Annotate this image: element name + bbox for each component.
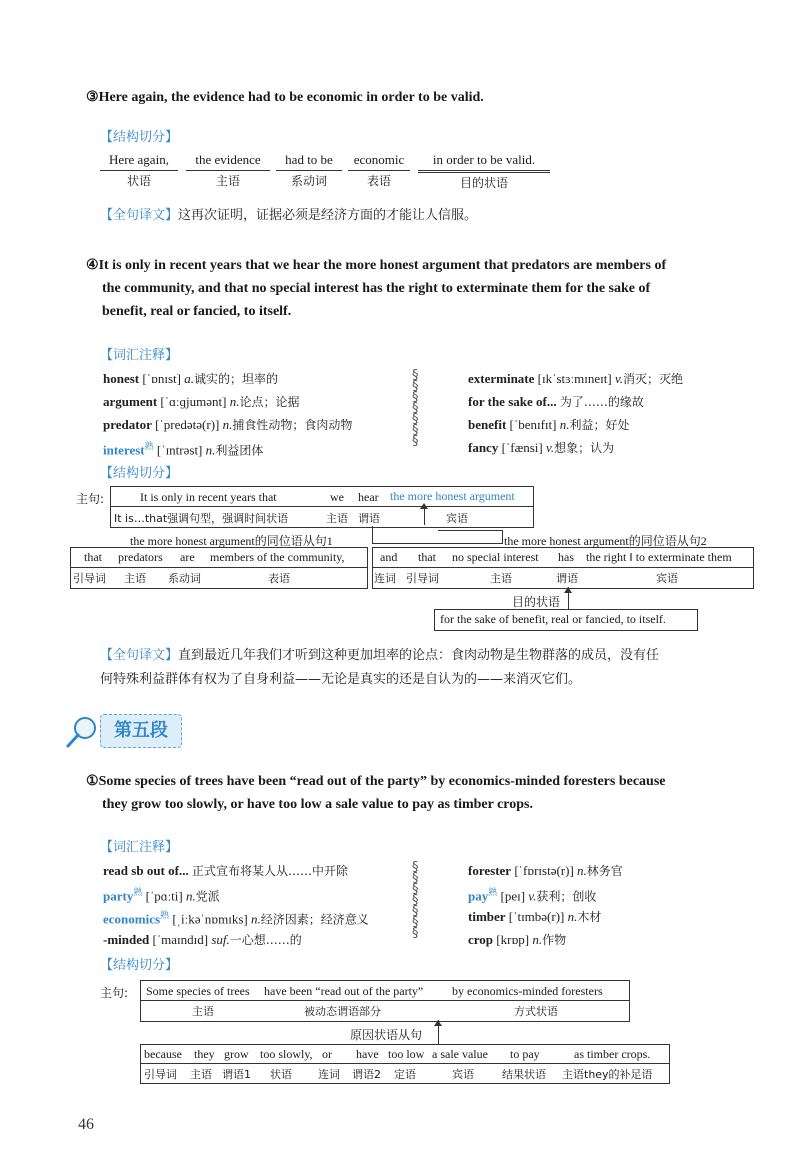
reason-cell: too low <box>388 1047 425 1061</box>
clause2-role: 连词 <box>374 572 396 585</box>
reason-cell: because <box>144 1047 182 1061</box>
clause2-role: 宾语 <box>656 572 678 585</box>
clause1-cell: are <box>180 550 195 564</box>
reason-cell: to pay <box>510 1047 540 1061</box>
clause1-cell: predators <box>118 550 163 564</box>
familiar-mark-icon: 熟 <box>488 887 498 897</box>
magnifier-icon <box>64 714 100 750</box>
vocab-label: 【词汇注释】 <box>100 840 179 855</box>
reason-role: 宾语 <box>452 1068 474 1081</box>
sentence-number: ④ <box>86 258 99 273</box>
main-cell: Some species of trees <box>146 984 250 998</box>
clause2-cell: that <box>418 550 436 564</box>
reason-label: 原因状语从句 <box>350 1028 423 1042</box>
vocab-item: argument [ˈɑːɡjumənt] n.论点；论据 <box>103 394 300 409</box>
clause2-role: 引导词 <box>406 572 439 585</box>
reason-cell: as timber crops. <box>574 1047 651 1061</box>
reason-cell: they <box>194 1047 215 1061</box>
segment: economic 表语 <box>348 152 410 189</box>
clause1-cell: that <box>84 550 102 564</box>
main-role: 主语 <box>326 512 348 525</box>
segment: had to be 系动词 <box>276 152 342 189</box>
main-role: 谓语 <box>358 512 380 525</box>
clause1-cell: members of the community, <box>210 550 345 564</box>
clause2-role: 主语 <box>490 572 512 585</box>
sentence-5-1: ①Some species of trees have been “read out of the party” by economics-minded foresters because they grow too slowly, or have too low a sale value to pay as timber crops. <box>86 774 666 812</box>
main-clause-label: 主句: <box>100 986 129 1000</box>
structure-label: 【结构切分】 <box>100 130 179 145</box>
clause2-cell: no special interest <box>452 550 539 564</box>
translation: 【全句译文】这再次证明，证据必须是经济方面的才能让人信服。 <box>100 208 478 223</box>
main-cell: It is only in recent years that <box>140 490 277 504</box>
vocab-item: predator [ˈpredətə(r)] n.捕食性动物；食肉动物 <box>103 417 353 432</box>
wavy-divider-icon: § § § § § § § <box>412 860 419 941</box>
familiar-mark-icon: 熟 <box>133 887 143 897</box>
vocab-item: fancy [ˈfænsi] v.想象；认为 <box>468 440 615 455</box>
vocab-label: 【词汇注释】 <box>100 348 179 363</box>
main-cell: hear <box>358 490 379 504</box>
familiar-mark-icon: 熟 <box>160 910 170 920</box>
clause2-cell: and <box>380 550 398 564</box>
reason-cell: or <box>322 1047 332 1061</box>
translation: 【全句译文】直到最近几年我们才听到这种更加坦率的论点：食肉动物是生物群落的成员，没有任 何特殊利益群体有权为了自身利益——无论是真实的还是自认为的——来消灭它们。 <box>100 648 660 687</box>
sentence-3 <box>86 86 484 109</box>
sentence-number: ③ <box>86 90 99 105</box>
reason-role: 定语 <box>394 1068 416 1081</box>
sentence-4: ④It is only in recent years that we hear the more honest argument that predators are members of the community, and that no special interest has the right to exterminate them for the sake of benefit, real or fancied, to itself. <box>86 258 667 319</box>
main-clause-label: 主句: <box>76 492 105 506</box>
wavy-divider-icon: § § § § § § § <box>412 368 419 449</box>
reason-role: 谓语1 <box>222 1068 251 1081</box>
reason-cell: grow <box>224 1047 249 1061</box>
section-heading: 第五段 <box>100 714 182 748</box>
vocab-item: read sb out of... 正式宣布将某人从……中开除 <box>103 863 348 878</box>
vocab-item: economics$^熟$ [ˌiːkəˈnɒmɪks] n.经济因素；经济意义 <box>103 910 369 927</box>
clause1-label: the more honest argument的同位语从句1 <box>130 534 333 548</box>
reason-role: 主语 <box>190 1068 212 1081</box>
vocab-item: crop [krɒp] n.作物 <box>468 932 567 947</box>
structure-label: 【结构切分】 <box>100 958 179 973</box>
vocab-item: timber [ˈtɪmbə(r)] n.木材 <box>468 909 602 924</box>
purpose-label: 目的状语 <box>512 595 561 609</box>
vocab-item: interest$^熟$ [ˈɪntrəst] n.利益团体 <box>103 441 264 458</box>
clause2-cell: has <box>558 550 574 564</box>
arrow-up-icon <box>424 507 425 525</box>
clause1-role: 主语 <box>124 572 146 585</box>
main-role: 被动态谓语部分 <box>304 1005 381 1018</box>
vocab-item: benefit [ˈbenɪfɪt] n.利益；好处 <box>468 417 630 432</box>
vocab-item: party$^熟$ [ˈpɑːti] n.党派 <box>103 887 220 904</box>
clause2-label: the more honest argument的同位语从句2 <box>504 534 707 548</box>
clause1-role: 系动词 <box>168 572 201 585</box>
reason-role: 结果状语 <box>502 1068 546 1081</box>
main-role: 主语 <box>192 1005 214 1018</box>
page-number: 46 <box>78 1116 94 1133</box>
main-cell: the more honest argument <box>390 489 515 503</box>
reason-role: 状语 <box>270 1068 292 1081</box>
reason-cell: a sale value <box>432 1047 488 1061</box>
vocab-item: -minded [ˈmaɪndɪd] suf.一心想……的 <box>103 932 302 947</box>
clause2-role: 谓语 <box>556 572 578 585</box>
clause1-role: 引导词 <box>73 572 106 585</box>
reason-role: 引导词 <box>144 1068 177 1081</box>
main-cell: we <box>330 490 344 504</box>
vocab-item: exterminate [ɪkˈstɜːmɪneɪt] v.消灭；灭绝 <box>468 371 684 386</box>
main-cell: have been “read out of the party” <box>264 984 424 998</box>
reason-role: 谓语2 <box>352 1068 381 1081</box>
main-role: It is…that强调句型，强调时间状语 <box>114 512 289 525</box>
familiar-mark-icon: 熟 <box>144 441 154 451</box>
reason-role: 主语they的补足语 <box>562 1068 653 1081</box>
purpose-text: for the sake of benefit, real or fancied, to itself. <box>440 612 666 626</box>
structure-label: 【结构切分】 <box>100 466 179 481</box>
clause1-role: 表语 <box>268 572 290 585</box>
main-cell: by economics-minded foresters <box>452 984 603 998</box>
reason-role: 连词 <box>318 1068 340 1081</box>
segment: in order to be valid. 目的状语 <box>418 152 550 191</box>
reason-cell: too slowly, <box>260 1047 313 1061</box>
vocab-item: honest [ˈɒnɪst] a.诚实的；坦率的 <box>103 371 278 386</box>
main-role: 方式状语 <box>514 1005 558 1018</box>
sentence-number: ① <box>86 774 99 789</box>
segment: the evidence 主语 <box>186 152 270 189</box>
clause2-cell: the right ‖ to exterminate them <box>586 550 732 564</box>
segment: Here again, 状语 <box>100 152 178 189</box>
vocab-item: forester [ˈfɒrɪstə(r)] n.林务官 <box>468 863 623 878</box>
sentence-text: Here again, the evidence had to be economic in order to be valid. <box>98 90 484 105</box>
reason-cell: have <box>356 1047 379 1061</box>
vocab-item: pay$^熟$ [peɪ] v.获利；创收 <box>468 887 597 904</box>
main-role: 宾语 <box>446 512 468 525</box>
vocab-item: for the sake of... 为了……的缘故 <box>468 394 644 409</box>
